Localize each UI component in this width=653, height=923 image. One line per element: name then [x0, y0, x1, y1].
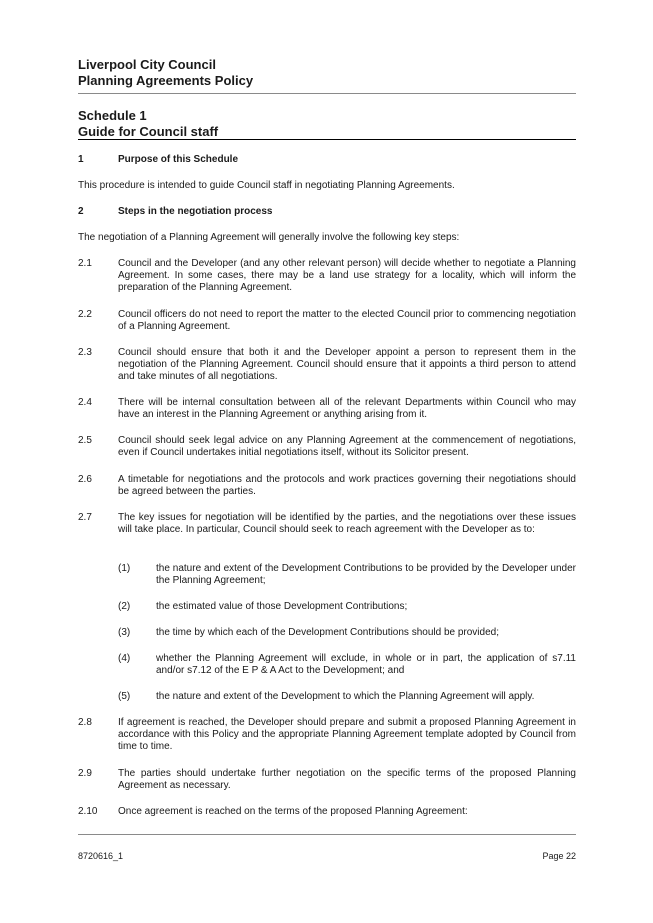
section-2-intro: The negotiation of a Planning Agreement will generally involve the following key steps: — [78, 232, 460, 243]
schedule-number: Schedule 1 — [78, 108, 147, 123]
section-number: 2 — [78, 206, 84, 217]
section-1-body: This procedure is intended to guide Council staff in negotiating Planning Agreements. — [78, 180, 455, 191]
item-number: 2.4 — [78, 397, 92, 408]
sub-item-text: whether the Planning Agreement will exclude, in whole or in part, the application of s7.11 and/or s7.12 of the E P & A Act to the Development; and — [156, 653, 576, 676]
sub-item-text: the estimated value of those Development Contributions; — [156, 601, 408, 612]
item-number: 2.6 — [78, 474, 92, 485]
item-text: Council and the Developer (and any other relevant person) will decide whether to negotiate a Planning Agreement. In some cases, there may be a land use strategy for a locality, which will inform the preparation of the Planning Agreement. — [118, 258, 576, 293]
sub-item-text: the time by which each of the Development Contributions should be provided; — [156, 627, 499, 638]
item-text: If agreement is reached, the Developer should prepare and submit a proposed Planning Agreement in accordance with this Policy and the appropriate Planning Agreement template adopted by Council from time to time. — [118, 717, 576, 752]
item-text: Once agreement is reached on the terms of the proposed Planning Agreement: — [118, 806, 468, 817]
header-organisation: Liverpool City Council — [78, 57, 216, 72]
header-policy-title: Planning Agreements Policy — [78, 73, 254, 88]
item-number: 2.5 — [78, 435, 92, 446]
footer-document-id: 8720616_1 — [78, 851, 124, 861]
header-divider — [78, 93, 576, 94]
sub-item-text: the nature and extent of the Development Contributions to be provided by the Developer under the Planning Agreement; — [156, 563, 576, 586]
schedule-divider — [78, 139, 576, 140]
item-text: Council should seek legal advice on any Planning Agreement at the commencement of negotiations, even if Council undertakes initial negotiations itself, without its Solicitor present. — [118, 435, 576, 458]
item-number: 2.3 — [78, 347, 92, 358]
sub-item-number: (3) — [118, 627, 131, 638]
item-number: 2.7 — [78, 512, 92, 523]
item-number: 2.2 — [78, 309, 92, 320]
item-text: The key issues for negotiation will be identified by the parties, and the negotiations over these issues will take place. In particular, Council should seek to reach agreement with the Developer as to: — [118, 512, 576, 535]
sub-item-number: (2) — [118, 601, 131, 612]
schedule-title — [78, 108, 218, 140]
item-number: 2.9 — [78, 768, 92, 779]
section-number: 1 — [78, 154, 84, 165]
schedule-subtitle: Guide for Council staff — [78, 124, 219, 139]
section-title: Purpose of this Schedule — [118, 154, 239, 165]
section-title: Steps in the negotiation process — [118, 206, 273, 217]
footer-page-number: Page 22 — [542, 851, 576, 861]
item-number: 2.10 — [78, 806, 98, 817]
item-text: Council should ensure that both it and the Developer appoint a person to represent them in the negotiation of the Planning Agreement. Council should ensure that it appoints a third person to attend and take minutes of all negotiations. — [118, 347, 576, 382]
item-number: 2.8 — [78, 717, 92, 728]
item-text: There will be internal consultation between all of the relevant Departments within Council who may have an interest in the Planning Agreement or anything arising from it. — [118, 397, 576, 420]
sub-item-text: the nature and extent of the Development to which the Planning Agreement will apply. — [156, 691, 535, 702]
footer-divider — [78, 834, 576, 835]
item-text: The parties should undertake further negotiation on the specific terms of the proposed Planning Agreement as necessary. — [118, 768, 576, 791]
item-text: A timetable for negotiations and the protocols and work practices governing their negotiations should be agreed between the parties. — [118, 474, 576, 497]
sub-item-number: (4) — [118, 653, 131, 664]
document-header — [78, 57, 253, 89]
item-number: 2.1 — [78, 258, 92, 269]
sub-item-number: (5) — [118, 691, 131, 702]
item-text: Council officers do not need to report the matter to the elected Council prior to commencing negotiation of a Planning Agreement. — [118, 309, 576, 332]
sub-item-number: (1) — [118, 563, 131, 574]
